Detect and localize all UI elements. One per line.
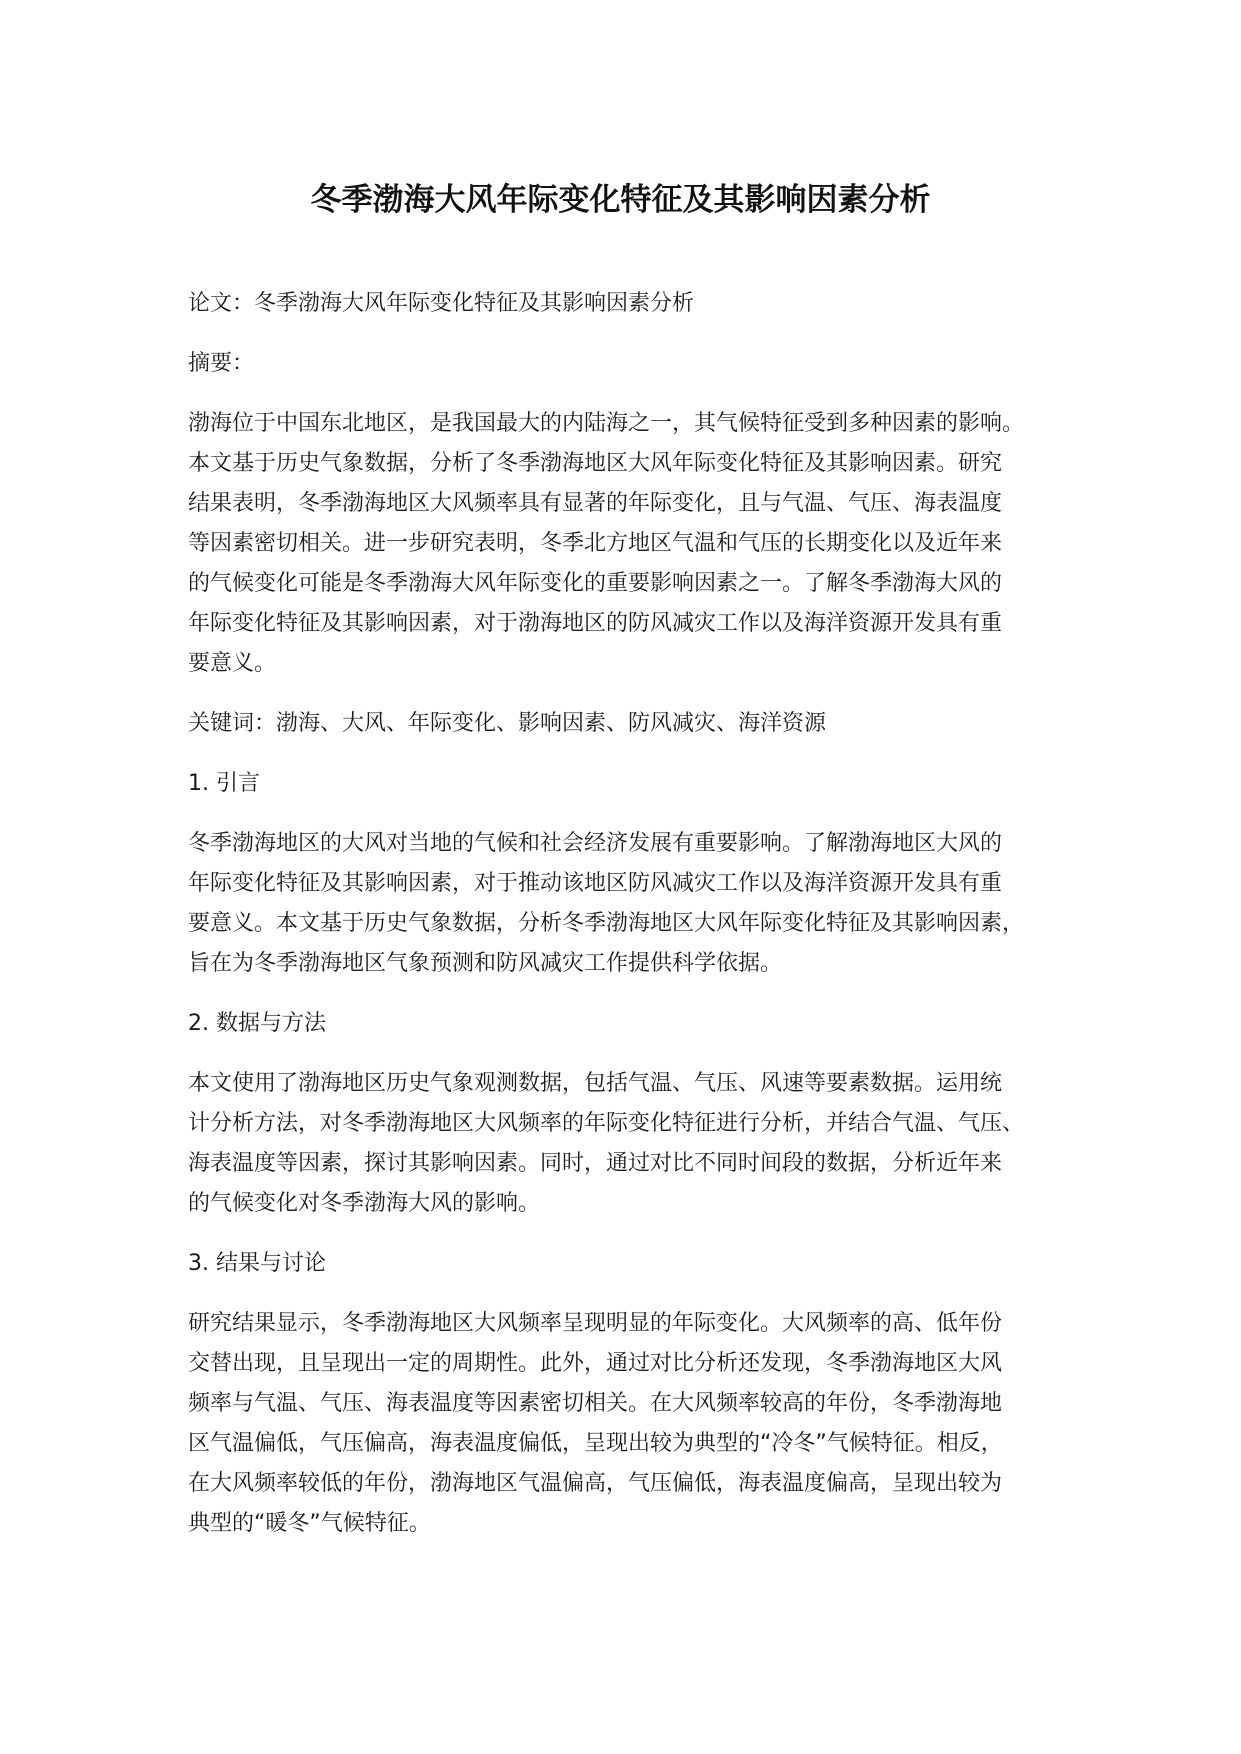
- text-line: 旨在为冬季渤海地区气象预测和防风减灾工作提供科学依据。: [188, 951, 783, 976]
- text-line: 的气候变化可能是冬季渤海大风年际变化的重要影响因素之一。了解冬季渤海大风的: [188, 571, 1003, 596]
- text-line: 冬季渤海地区的大风对当地的气候和社会经济发展有重要影响。了解渤海地区大风的: [188, 831, 1003, 856]
- text-line: 在大风频率较低的年份，渤海地区气温偏高，气压偏低，海表温度偏高，呈现出较为: [188, 1471, 1003, 1496]
- data-methods-paragraph: [188, 1064, 1073, 1224]
- abstract-label: 摘要：: [188, 351, 255, 376]
- section-heading-introduction: 1. 引言: [188, 771, 260, 796]
- introduction-paragraph: [188, 824, 1073, 984]
- abstract-paragraph: [188, 404, 1073, 684]
- text-line: 要意义。: [188, 651, 277, 676]
- section-heading-results: 3. 结果与讨论: [188, 1251, 326, 1276]
- keywords-line: 关键词：渤海、大风、年际变化、影响因素、防风减灾、海洋资源: [188, 711, 827, 736]
- results-paragraph: [188, 1304, 1073, 1544]
- text-line: 本文使用了渤海地区历史气象观测数据，包括气温、气压、风速等要素数据。运用统: [188, 1071, 1003, 1096]
- document-body: [188, 284, 1073, 1544]
- text-line: 典型的“暖冬”气候特征。: [188, 1511, 431, 1536]
- text-line: 年际变化特征及其影响因素，对于渤海地区的防风减灾工作以及海洋资源开发具有重: [188, 611, 1003, 636]
- paper-line: 论文：冬季渤海大风年际变化特征及其影响因素分析: [188, 291, 695, 316]
- text-line: 本文基于历史气象数据，分析了冬季渤海地区大风年际变化特征及其影响因素。研究: [188, 451, 1003, 476]
- text-line: 等因素密切相关。进一步研究表明，冬季北方地区气温和气压的长期变化以及近年来: [188, 531, 1003, 556]
- text-line: 年际变化特征及其影响因素，对于推动该地区防风减灾工作以及海洋资源开发具有重: [188, 871, 1003, 896]
- text-line: 渤海位于中国东北地区，是我国最大的内陆海之一，其气候特征受到多种因素的影响。: [188, 411, 1025, 436]
- text-line: 区气温偏低，气压偏高，海表温度偏低，呈现出较为典型的“冷冬”气候特征。相反，: [188, 1431, 1003, 1456]
- text-line: 的气候变化对冬季渤海大风的影响。: [188, 1191, 541, 1216]
- document-title: 冬季渤海大风年际变化特征及其影响因素分析: [310, 182, 931, 218]
- text-line: 结果表明，冬季渤海地区大风频率具有显著的年际变化，且与气温、气压、海表温度: [188, 491, 1003, 516]
- text-line: 计分析方法，对冬季渤海地区大风频率的年际变化特征进行分析，并结合气温、气压、: [188, 1111, 1025, 1136]
- text-line: 海表温度等因素，探讨其影响因素。同时，通过对比不同时间段的数据，分析近年来: [188, 1151, 1003, 1176]
- text-line: 要意义。本文基于历史气象数据，分析冬季渤海地区大风年际变化特征及其影响因素，: [188, 911, 1025, 936]
- section-heading-data-methods: 2. 数据与方法: [188, 1011, 326, 1036]
- text-line: 频率与气温、气压、海表温度等因素密切相关。在大风频率较高的年份，冬季渤海地: [188, 1391, 1003, 1416]
- text-line: 交替出现，且呈现出一定的周期性。此外，通过对比分析还发现，冬季渤海地区大风: [188, 1351, 1003, 1376]
- text-line: 研究结果显示，冬季渤海地区大风频率呈现明显的年际变化。大风频率的高、低年份: [188, 1311, 1003, 1336]
